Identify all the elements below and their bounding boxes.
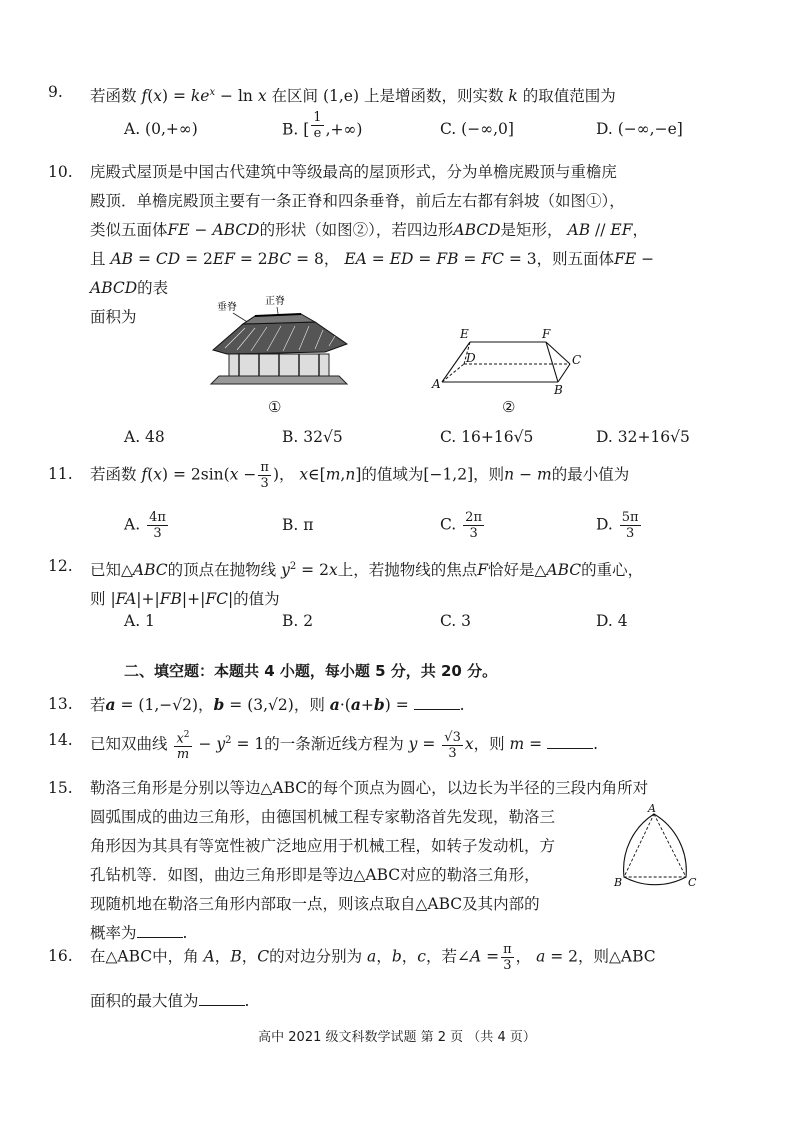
option-d[interactable]: D. 4: [596, 612, 628, 630]
option-b[interactable]: B. [ $\frac{1}{e}$ ,+∞): [282, 110, 363, 141]
option-d[interactable]: D. (−∞,−e]: [596, 120, 683, 138]
stem-text: 若函数: [90, 87, 137, 106]
stem-text: 的取值范围为: [522, 87, 616, 106]
option-a[interactable]: A. 48: [124, 428, 165, 446]
question-number: 10.: [48, 163, 73, 181]
option-b[interactable]: B. 32√5: [282, 428, 343, 446]
options-q10: [124, 428, 724, 454]
stem-line: 面积为: [90, 308, 137, 326]
stem-line: 孔钻机等．如图，曲边三角形即是等边△ABC对应的勒洛三角形，: [90, 866, 540, 884]
option-a[interactable]: A. $\frac{4\pi}{3}$: [124, 510, 166, 541]
stem-text: 在区间: [271, 87, 319, 106]
page-footer: 高中 2021 级文科数学试题 第 2 页 （共 4 页）: [258, 1030, 536, 1045]
question-16: [48, 942, 710, 1016]
option-c[interactable]: C. 3: [440, 612, 472, 630]
stem-line: 角形因为其具有等宽性被广泛地应用于机械工程，如转子发动机，方: [90, 837, 556, 855]
stem-line: 面积的最大值为 .: [90, 992, 250, 1010]
question-10: [48, 158, 705, 332]
option-d[interactable]: D. 32+16√5: [596, 428, 690, 446]
vertex-e: E: [460, 327, 469, 341]
pentahedron-figure: [430, 320, 590, 395]
stem-line: 庑殿式屋顶是中国古代建筑中等级最高的屋顶形式，分为单檐庑殿顶与重檐庑: [90, 163, 618, 181]
question-number: 16.: [48, 947, 73, 965]
option-d[interactable]: D. $\frac{5\pi}{3}$: [596, 510, 639, 541]
vertex-b: B: [614, 876, 623, 889]
stem-line: 已知△ABC的顶点在抛物线 $y^2 = 2x$上，若抛物线的焦点F恰好是△ABC的重心，: [90, 561, 644, 580]
stem-line: 则 |FA|+|FB|+|FC|的值为: [90, 590, 280, 609]
question-number: 11.: [48, 465, 73, 483]
stem-text: 上是增函数，则实数: [363, 87, 504, 106]
label-chuiji: 垂脊: [217, 302, 237, 313]
vertex-c: C: [688, 876, 697, 889]
question-number: 12.: [48, 557, 73, 575]
options-q11: [124, 510, 724, 546]
options-q12: [124, 612, 724, 638]
option-b[interactable]: B. 2: [282, 612, 314, 630]
vertex-c: C: [572, 353, 582, 367]
option-c[interactable]: C. $\frac{2\pi}{3}$: [440, 510, 482, 541]
vertex-d: D: [466, 351, 476, 365]
vertex-f: F: [542, 327, 551, 341]
question-number: 13.: [48, 695, 73, 713]
stem-line: 概率为 .: [90, 924, 188, 942]
answer-blank[interactable]: [199, 991, 245, 1006]
question-number: 9.: [48, 83, 63, 101]
stem-line: 殿顶．单檐庑殿顶主要有一条正脊和四条垂脊，前后左右都有斜坡（如图①），: [90, 192, 625, 210]
answer-blank[interactable]: [137, 923, 183, 938]
answer-blank[interactable]: [414, 695, 460, 710]
question-12: [48, 552, 710, 614]
stem-line: 且 AB = CD = 2EF = 2BC = 8， EA = ED = FB = FC = 3，则五面体FE − ABCD的表: [90, 250, 655, 297]
question-14: 14. 已知双曲线 $\frac{x^2}{m}$ − $y^2 = 1$的一条渐近线方程为 y = $\frac{√3}{3}$ x，则 m = .: [90, 726, 710, 762]
vertex-a: A: [432, 377, 441, 391]
stem-line: 在△ABC中，角 A，B，C的对边分别为 a，b，c，若∠A = $\frac{\pi}{3}$ ， a = 2，则△ABC: [90, 942, 656, 973]
question-number: 15.: [48, 779, 73, 797]
option-a[interactable]: A. 1: [124, 612, 155, 630]
section-title: 二、填空题：本题共 4 小题，每小题 5 分，共 20 分。: [124, 662, 498, 680]
options-q9: [124, 110, 724, 146]
option-c[interactable]: C. (−∞,0]: [440, 120, 514, 138]
question-11: 11. 若函数 f(x) = 2sin(x − $\frac{\pi}{3}$ )， x∈[m,n]的值域为[−1,2]，则n − m的最小值为: [48, 460, 630, 491]
figure-2-caption: ②: [502, 398, 516, 416]
stem-line: 圆弧围成的曲边三角形，由德国机械工程专家勒洛首先发现，勒洛三: [90, 808, 556, 826]
stem-line: 类似五面体FE − ABCD的形状（如图②），若四边形ABCD是矩形， AB // EF，: [90, 221, 648, 239]
option-b[interactable]: B. π: [282, 516, 314, 534]
label-zhengji: 正脊: [265, 296, 285, 307]
reuleaux-triangle-figure: [612, 802, 707, 894]
figure-1-caption: ①: [268, 398, 282, 416]
vertex-b: B: [554, 383, 563, 395]
option-a[interactable]: A. (0,+∞): [124, 120, 198, 138]
answer-blank[interactable]: [547, 734, 593, 749]
question-13: 13. 若a = (1,−√2)，b = (3,√2)，则 a·(a+b) = .: [90, 690, 710, 720]
option-c[interactable]: C. 16+16√5: [440, 428, 534, 446]
stem-line: 现随机地在勒洛三角形内部取一点，则该点取自△ABC及其内部的: [90, 895, 540, 913]
stem-line: 勒洛三角形是分别以等边△ABC的每个顶点为圆心，以边长为半径的三段内角所对: [90, 779, 649, 797]
question-9: 9. 若函数 $f(x) = ke^x - \ln x$ 在区间 (1,e) 上是增函数，则实数 k 的取值范围为: [90, 78, 710, 111]
vertex-a: A: [648, 802, 656, 815]
question-number: 14.: [48, 731, 73, 749]
palace-roof-figure: [205, 292, 355, 392]
